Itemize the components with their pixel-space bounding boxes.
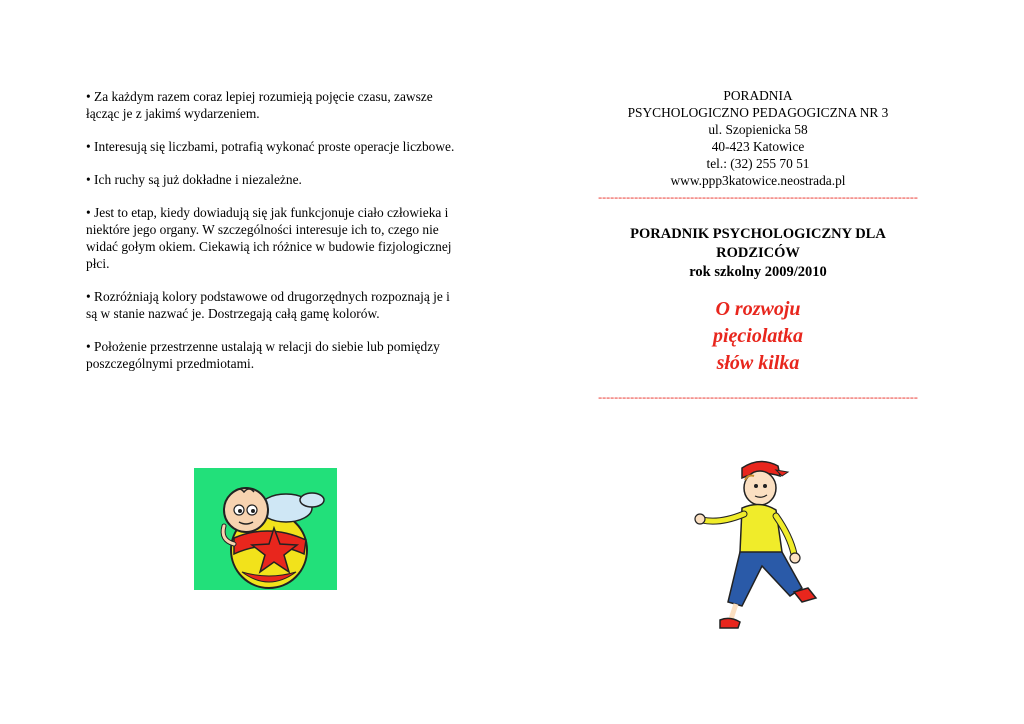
clinic-street: ul. Szopienicka 58: [708, 122, 808, 137]
boy-shoe-left: [720, 618, 740, 628]
clinic-name-line2: PSYCHOLOGICZNO PEDAGOGICZNA NR 3: [627, 105, 889, 120]
topic-title-line2: pięciolatka: [713, 325, 803, 347]
divider-bottom: --------------------------------------------------------------------------------: [598, 391, 918, 403]
divider-top: --------------------------------------------------------------------------------: [598, 191, 918, 203]
walking-boy-icon: [690, 456, 826, 634]
topic-title-line3: słów kilka: [716, 352, 800, 374]
baby-leg: [300, 493, 324, 507]
paragraph-numbers: • Interesują się liczbami, potrafią wykonać proste operacje liczbowe.: [86, 139, 455, 154]
clinic-phone: tel.: (32) 255 70 51: [706, 156, 810, 171]
clinic-address: [578, 87, 938, 189]
paragraph-space: • Położenie przestrzenne ustalają w relacji do siebie lub pomiędzy poszczególnymi przedmiotami.: [86, 339, 440, 371]
baby-on-ball-icon: [194, 468, 337, 590]
clinic-name-line1: PORADNIA: [723, 88, 793, 103]
guide-title: [578, 225, 938, 282]
left-column: [86, 88, 458, 388]
paragraph-movement: • Ich ruchy są już dokładne i niezależne.: [86, 172, 302, 187]
topic-title-line1: O rozwoju: [715, 298, 801, 320]
clinic-website: www.ppp3katowice.neostrada.pl: [670, 173, 846, 188]
right-column: [578, 87, 938, 403]
paragraph-body: • Jest to etap, kiedy dowiadują się jak funkcjonuje ciało człowieka i niektóre jego organy. W szczególności interesuje ich to, czego nie widać gołym okiem. Ciekawią ich różnice w budowie fizjologicznej płci.: [86, 205, 452, 271]
guide-title-line2: RODZICÓW: [716, 245, 800, 261]
topic-title: [578, 296, 938, 377]
paragraph-colors: • Rozróżniają kolory podstawowe od drugorzędnych rozpoznają je i są w stanie nazwać je. Dostrzegają całą gamę kolorów.: [86, 289, 450, 321]
paragraph-time: • Za każdym razem coraz lepiej rozumieją pojęcie czasu, zawsze łącząc je z jakimś wydarzeniem.: [86, 89, 433, 121]
guide-title-line3: rok szkolny 2009/2010: [689, 264, 827, 280]
guide-title-line1: PORADNIK PSYCHOLOGICZNY DLA: [630, 226, 886, 242]
baby-head: [224, 488, 268, 532]
clinic-city: 40-423 Katowice: [711, 139, 805, 154]
